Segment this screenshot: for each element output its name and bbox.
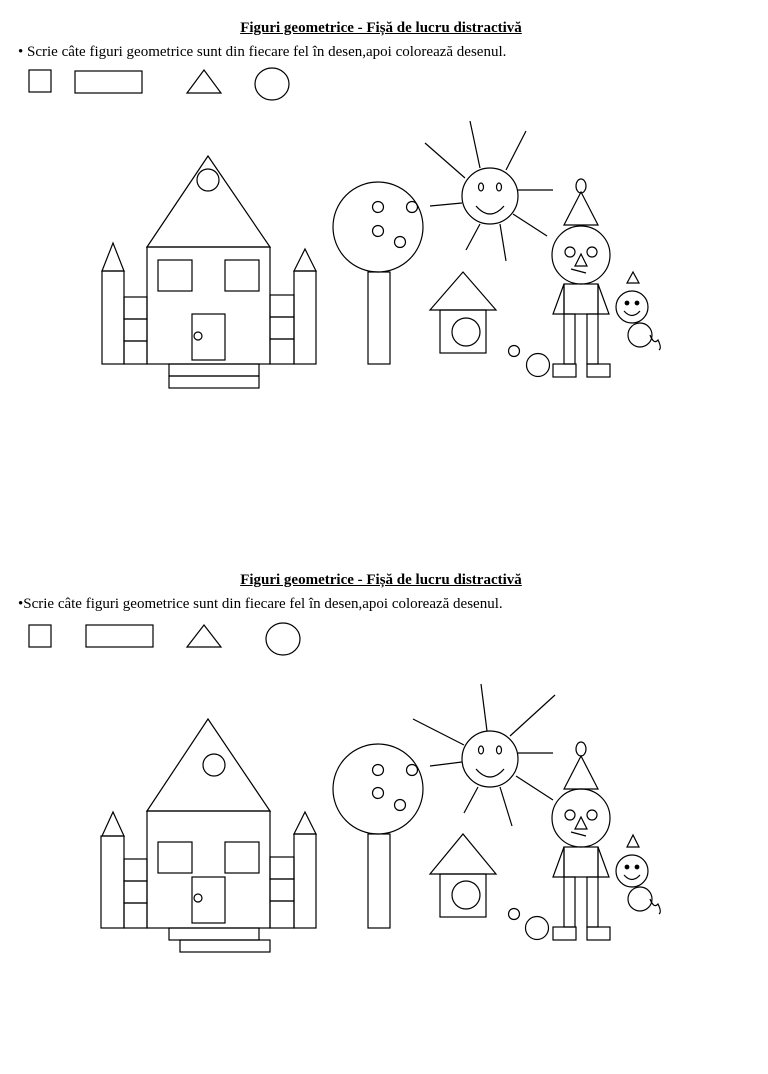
left-tower-roof [102, 243, 124, 271]
boy-leg-right [587, 877, 598, 927]
left-wall-block [124, 319, 147, 341]
drawing-2 [0, 562, 768, 1024]
right-wall-block [270, 295, 294, 317]
birdhouse-hole [452, 881, 480, 909]
sun-ray [481, 684, 487, 731]
door-knob [194, 894, 202, 902]
sun-smile [476, 769, 504, 777]
caterpillar-hat [627, 835, 639, 847]
sun-face [462, 168, 518, 224]
caterpillar-eye [635, 301, 639, 305]
shape-legend [29, 623, 300, 655]
tree-fruit [407, 765, 418, 776]
house-step-lower [169, 376, 259, 388]
boy-body [564, 847, 598, 877]
sun-ray [430, 762, 462, 766]
caterpillar-drawing [616, 835, 660, 914]
left-tower [102, 271, 124, 364]
boy-shoe-right [587, 364, 610, 377]
sun-drawing [413, 684, 555, 826]
boy-leg-left [564, 877, 575, 927]
sun-ray [425, 143, 465, 178]
boy-mouth [571, 832, 586, 836]
small-bubble [509, 346, 520, 357]
house-window-left [158, 842, 192, 873]
tree-trunk [368, 834, 390, 928]
left-tower-roof [102, 812, 124, 836]
boy-eye [565, 247, 575, 257]
legend-rectangle[interactable] [86, 625, 153, 647]
left-wall-block [124, 881, 147, 903]
caterpillar-eye [635, 865, 639, 869]
boy-leg-left [564, 314, 575, 364]
caterpillar-body [628, 887, 652, 911]
worksheet-instruction: • Scrie câte figuri geometrice sunt din fiecare fel în desen,apoi colorează desenul. [18, 44, 507, 60]
birdhouse-drawing [430, 834, 496, 917]
house-roof [147, 156, 270, 247]
tree-drawing [333, 744, 423, 928]
legend-circle[interactable] [255, 68, 289, 100]
worksheet-2 [0, 562, 768, 1074]
caterpillar-tail [650, 335, 660, 350]
left-wall-block [124, 341, 147, 364]
caterpillar-smile [624, 875, 640, 880]
right-tower [294, 271, 316, 364]
sun-eye [479, 746, 484, 754]
boy-hat [564, 192, 598, 225]
legend-rectangle[interactable] [75, 71, 142, 93]
hat-pompom [576, 742, 586, 756]
birdhouse-roof [430, 834, 496, 874]
roof-window [197, 169, 219, 191]
small-bubble [509, 909, 520, 920]
boy-shoe-right [587, 927, 610, 940]
boy-arm-left [553, 284, 564, 314]
boy-eye [587, 247, 597, 257]
right-wall-block [270, 879, 294, 901]
house-window-right [225, 260, 259, 291]
right-tower [294, 834, 316, 928]
birdhouse-drawing [430, 272, 496, 353]
legend-square[interactable] [29, 625, 51, 647]
sun-eye [497, 746, 502, 754]
caterpillar-eye [625, 301, 629, 305]
left-wall-block [124, 297, 147, 319]
big-bubble [527, 354, 550, 377]
boy-arm-left [553, 847, 564, 877]
tree-drawing [333, 182, 423, 364]
house-step-upper [169, 364, 259, 376]
tree-crown [333, 744, 423, 834]
house-door [192, 877, 225, 923]
tree-crown [333, 182, 423, 272]
tree-fruit [395, 237, 406, 248]
house-drawing [102, 156, 316, 388]
worksheet-instruction: •Scrie câte figuri geometrice sunt din fiecare fel în desen,apoi colorează desenul. [18, 596, 503, 612]
legend-circle[interactable] [266, 623, 300, 655]
right-wall-block [270, 901, 294, 928]
worksheet-title: Figuri geometrice - Fișă de lucru distractivă [240, 20, 522, 36]
shape-legend [29, 68, 289, 100]
house-roof [147, 719, 270, 811]
birdhouse-hole [452, 318, 480, 346]
sun-ray [500, 787, 512, 826]
tree-trunk [368, 272, 390, 364]
sun-ray [510, 695, 555, 736]
sun-eye [479, 183, 484, 191]
house-drawing [101, 719, 316, 952]
caterpillar-eye [625, 865, 629, 869]
house-door [192, 314, 225, 360]
left-tower [101, 836, 124, 928]
house-step-upper [169, 928, 259, 940]
right-tower-roof [294, 249, 316, 271]
left-wall-block [124, 903, 147, 928]
birdhouse-body [440, 874, 486, 917]
sun-ray [464, 787, 478, 813]
boy-hat [564, 756, 598, 789]
birdhouse-roof [430, 272, 496, 310]
house-body [147, 811, 270, 928]
boy-eye [587, 810, 597, 820]
tree-fruit [373, 226, 384, 237]
caterpillar-tail [650, 899, 660, 914]
caterpillar-drawing [616, 272, 660, 350]
right-wall-block [270, 857, 294, 879]
boy-body [564, 284, 598, 314]
sun-smile [476, 206, 504, 214]
boy-nose [575, 817, 587, 829]
worksheet-title: Figuri geometrice - Fișă de lucru distractivă [240, 572, 522, 588]
sun-face [462, 731, 518, 787]
tree-fruit [373, 202, 384, 213]
sun-ray [466, 224, 480, 250]
caterpillar-smile [624, 311, 640, 316]
legend-triangle[interactable] [187, 625, 221, 647]
sun-drawing [425, 121, 553, 261]
tree-fruit [373, 788, 384, 799]
legend-square[interactable] [29, 70, 51, 92]
boy-drawing [552, 179, 610, 377]
drawing-1 [0, 0, 768, 512]
tree-fruit [395, 800, 406, 811]
boy-mouth [571, 269, 586, 273]
house-window-left [158, 260, 192, 291]
house-body [147, 247, 270, 364]
sun-ray [500, 224, 506, 261]
sun-ray [413, 719, 464, 745]
roof-window [203, 754, 225, 776]
boy-arm-right [598, 284, 609, 314]
big-bubble [526, 917, 549, 940]
boy-nose [575, 254, 587, 266]
sun-ray [506, 131, 526, 170]
sun-ray [470, 121, 480, 168]
left-wall-block [124, 859, 147, 881]
tree-fruit [407, 202, 418, 213]
boy-eye [565, 810, 575, 820]
boy-shoe-left [553, 927, 576, 940]
right-wall-block [270, 317, 294, 339]
sun-ray [516, 776, 553, 800]
caterpillar-hat [627, 272, 639, 283]
right-tower-roof [294, 812, 316, 834]
birdhouse-body [440, 310, 486, 353]
boy-arm-right [598, 847, 609, 877]
boy-shoe-left [553, 364, 576, 377]
caterpillar-body [628, 323, 652, 347]
caterpillar-head [616, 291, 648, 323]
sun-eye [497, 183, 502, 191]
boy-drawing [552, 742, 610, 940]
legend-triangle[interactable] [187, 70, 221, 93]
door-knob [194, 332, 202, 340]
boy-leg-right [587, 314, 598, 364]
house-step-lower [180, 940, 270, 952]
house-window-right [225, 842, 259, 873]
caterpillar-head [616, 855, 648, 887]
worksheet-1 [0, 0, 768, 512]
sun-ray [513, 214, 547, 236]
tree-fruit [373, 765, 384, 776]
right-wall-block [270, 339, 294, 364]
sun-ray [430, 203, 462, 206]
